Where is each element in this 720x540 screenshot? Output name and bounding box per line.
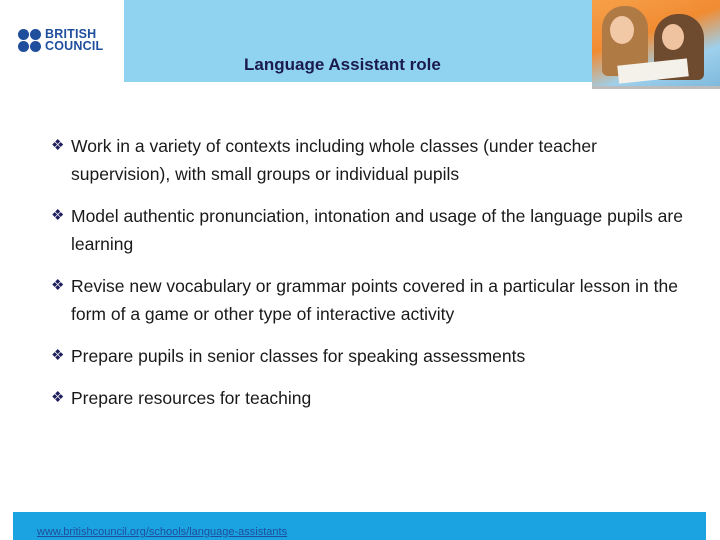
bullet-text: Model authentic pronunciation, intonation and usage of the language pupils are learning xyxy=(71,206,683,254)
bullet-item xyxy=(50,384,690,412)
logo-dot xyxy=(30,41,41,52)
bullet-item xyxy=(50,202,690,258)
logo-dot xyxy=(30,29,41,40)
footer-bar xyxy=(13,512,706,540)
bullet-list xyxy=(50,132,690,412)
bullet-item xyxy=(50,132,690,188)
bullet-text: Work in a variety of contexts including whole classes (under teacher supervision), with small groups or individual pupils xyxy=(71,136,597,184)
bullet-item xyxy=(50,342,690,370)
diamond-bullet-icon: ❖ xyxy=(51,277,65,294)
slide-title: Language Assistant role xyxy=(244,55,441,74)
diamond-bullet-icon: ❖ xyxy=(51,137,65,154)
header-photo xyxy=(592,0,720,89)
photo-face xyxy=(610,16,634,44)
logo-dots-icon xyxy=(18,29,41,52)
photo-face xyxy=(662,24,684,50)
logo-text xyxy=(45,28,103,52)
british-council-logo xyxy=(18,28,103,52)
diamond-bullet-icon: ❖ xyxy=(51,207,65,224)
logo-dot xyxy=(18,29,29,40)
logo-dot xyxy=(18,41,29,52)
logo-line-1: BRITISH xyxy=(45,27,97,41)
bullet-text: Prepare resources for teaching xyxy=(71,388,312,408)
diamond-bullet-icon: ❖ xyxy=(51,347,65,364)
diamond-bullet-icon: ❖ xyxy=(51,389,65,406)
bullet-text: Prepare pupils in senior classes for speaking assessments xyxy=(71,346,526,366)
footer-link[interactable]: www.britishcouncil.org/schools/language-assistants xyxy=(37,526,288,538)
logo-line-2: COUNCIL xyxy=(45,39,104,53)
bullet-text: Revise new vocabulary or grammar points covered in a particular lesson in the form of a game or other type of interactive activity xyxy=(71,276,678,324)
bullet-item xyxy=(50,272,690,328)
